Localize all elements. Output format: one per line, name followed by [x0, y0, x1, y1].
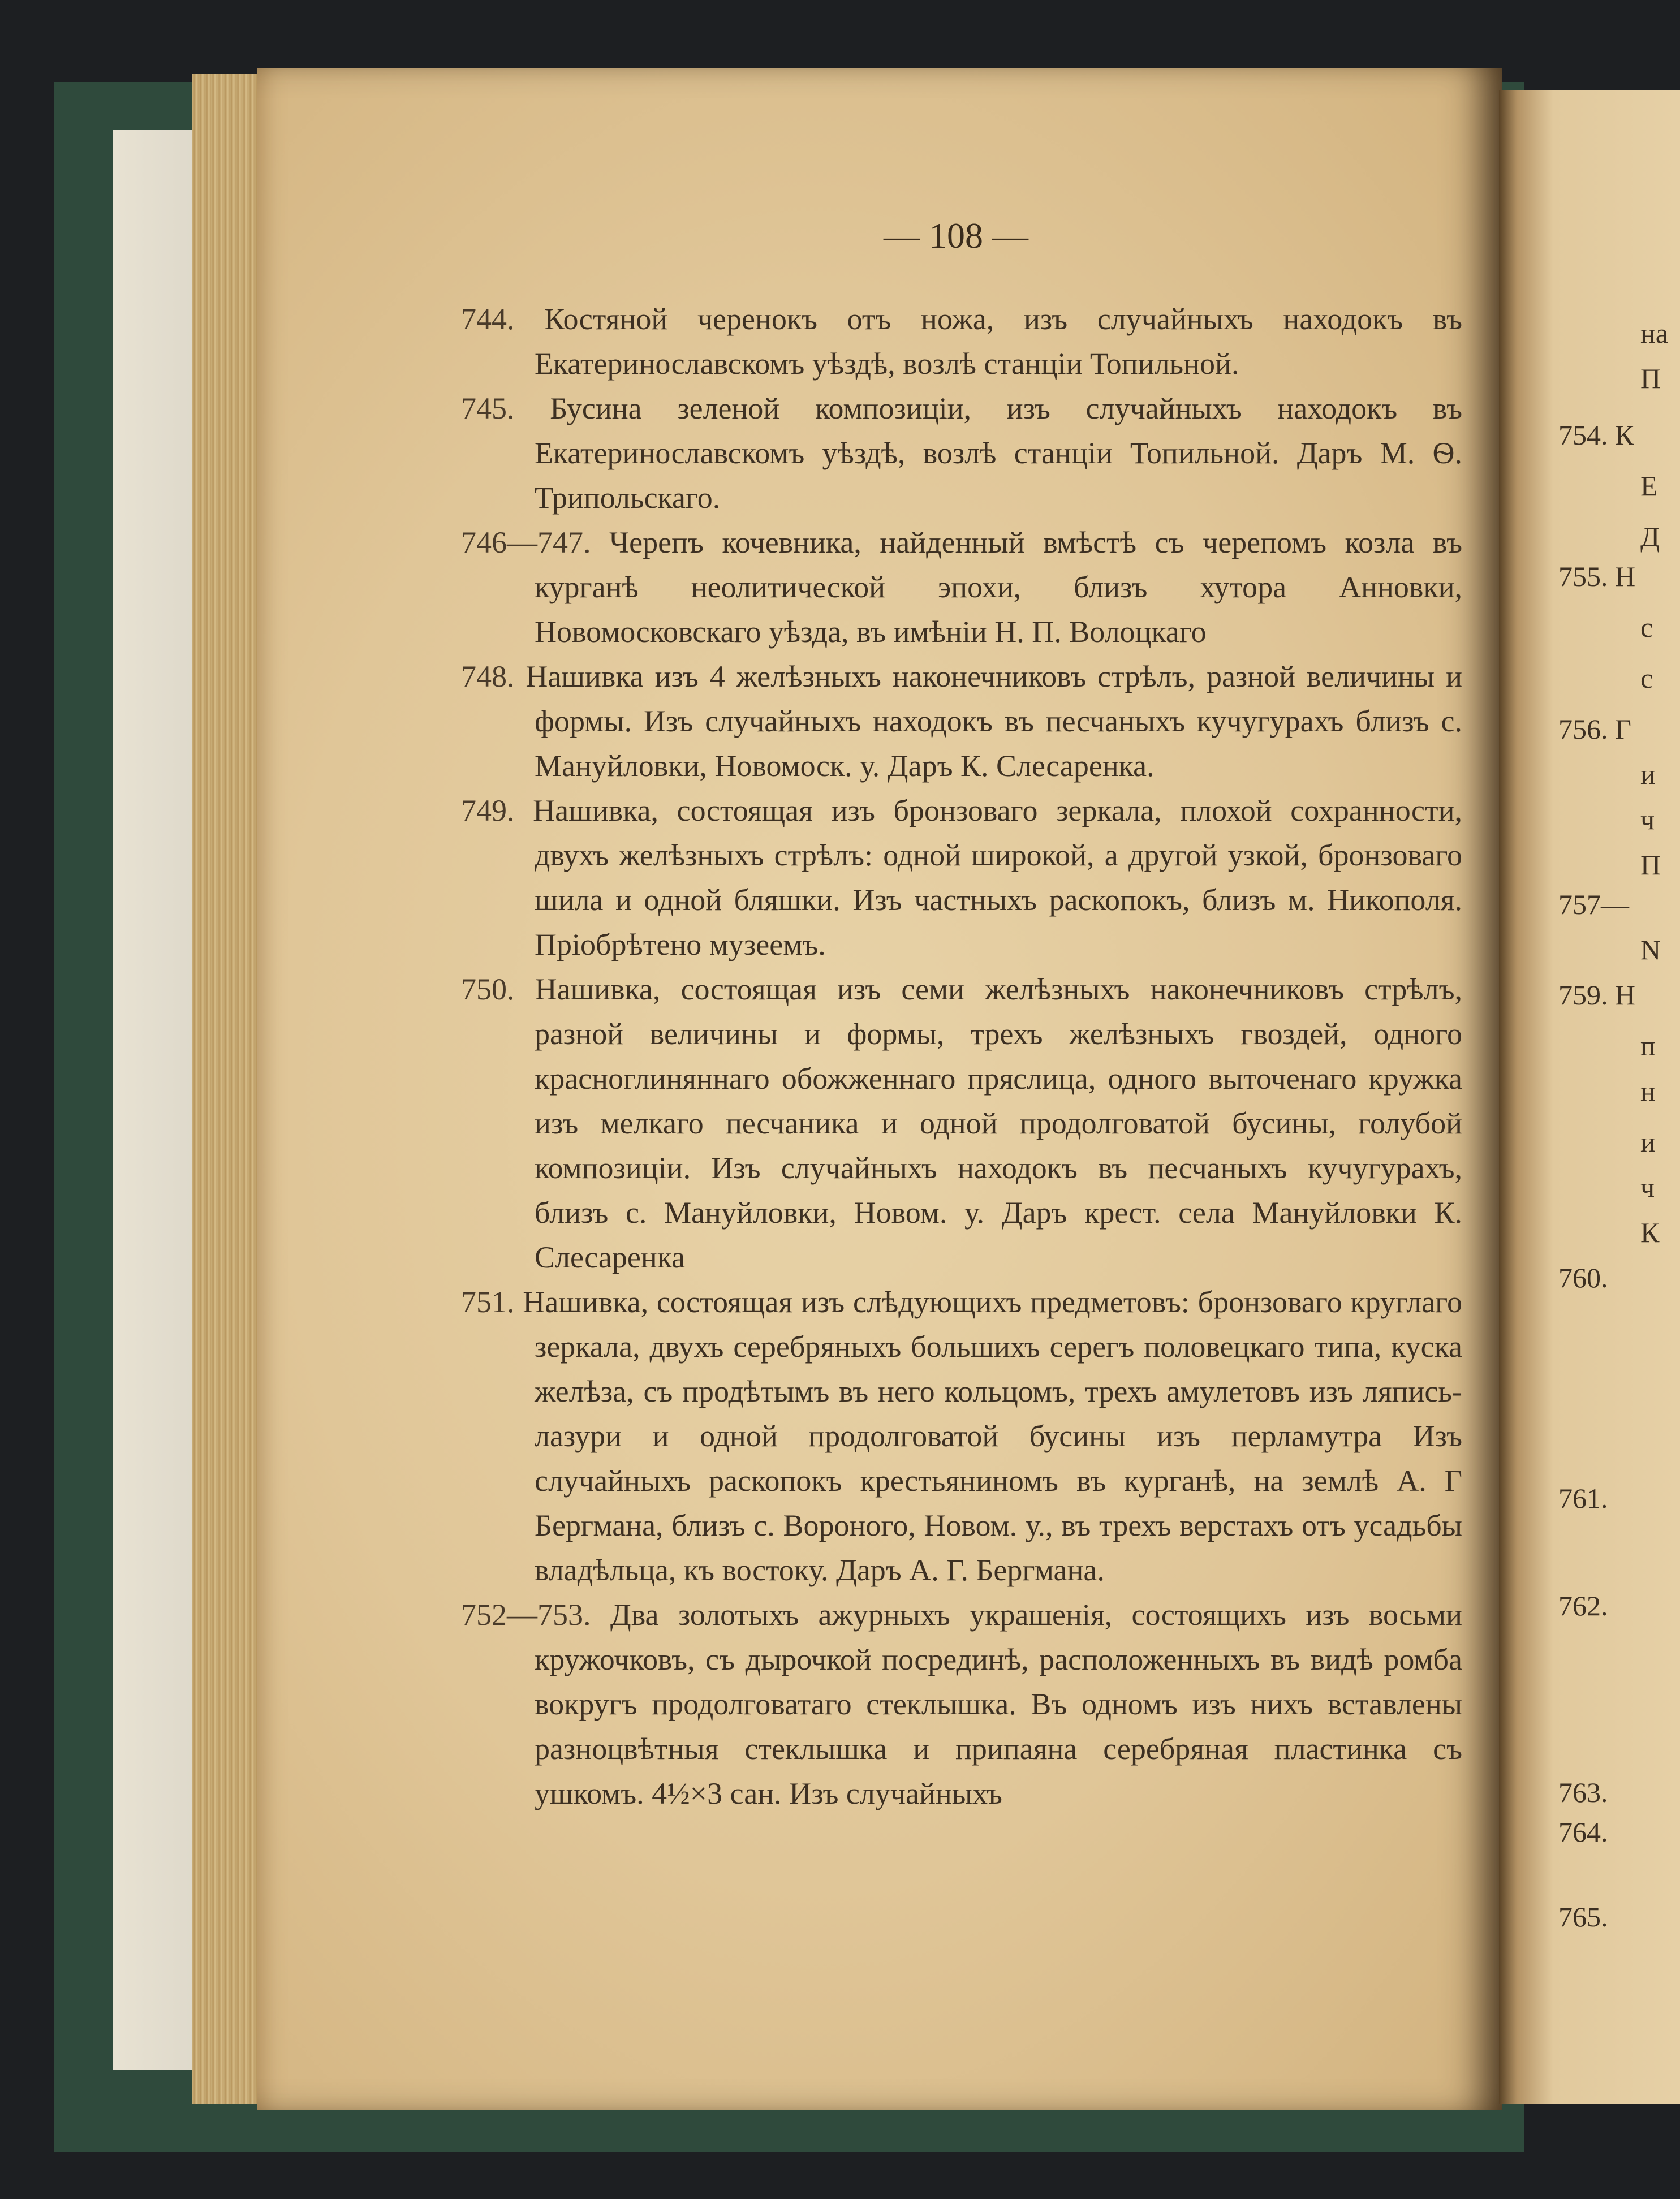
right-page-fragment: 756. Г [1558, 713, 1631, 745]
right-page-fragment: П [1640, 849, 1661, 881]
catalog-entry [461, 967, 1462, 1280]
right-page-fragment: Д [1640, 521, 1660, 553]
right-page-fragment: 760. [1558, 1262, 1608, 1293]
entry-number: 751. [461, 1285, 515, 1319]
catalog-entry [461, 520, 1462, 654]
right-page-fragment: 754. К [1558, 419, 1634, 451]
catalog-entry [461, 297, 1462, 386]
right-page-fragment: П [1640, 363, 1661, 394]
right-page-fragment: К [1640, 1217, 1660, 1248]
right-page-fragment: п [1640, 1030, 1656, 1062]
right-page-fragment: ч [1640, 1171, 1655, 1203]
right-page-fragment: 763. [1558, 1777, 1608, 1808]
right-page-fragment: с [1640, 611, 1653, 643]
catalog-entry [461, 1280, 1462, 1593]
catalog-entry [461, 1593, 1462, 1816]
right-page-fragment: 764. [1558, 1816, 1608, 1848]
entry-text: Нашивка, состоящая изъ бронзоваго зеркала, плохой сохранности, двухъ желѣзныхъ стрѣлъ: одной широкой, а другой узкой, бронзоваго шила и одной бляшки. Изъ частныхъ раскопокъ, близъ м. Никополя. Пріобрѣтено музеемъ. [533, 794, 1463, 961]
right-page-fragment: 755. Н [1558, 560, 1636, 592]
right-page-fragment: ч [1640, 804, 1655, 835]
entry-number: 746—747. [461, 525, 591, 559]
right-page-fragment: с [1640, 662, 1653, 694]
right-page-fragment: Е [1640, 470, 1658, 502]
entry-number: 745. [461, 391, 515, 425]
entry-number: 748. [461, 659, 515, 693]
entry-number: 749. [461, 794, 515, 827]
entry-text: Нашивка, состоящая изъ слѣдующихъ предметовъ: бронзоваго круглаго зеркала, двухъ серебряныхъ большихъ серегъ половецкаго типа, куска желѣза, съ продѣтымъ въ него кольцомъ, трехъ амулетовъ изъ ляпись-лазури и одной продолговатой бусины изъ перламутра Изъ случайныхъ раскопокъ крестьяниномъ въ курганѣ, на землѣ А. Г Бергмана, близъ с. Вороного, Новом. у., въ трехъ верстахъ отъ усадьбы владѣльца, къ востоку. Даръ А. Г. Бергмана. [523, 1285, 1462, 1587]
entry-text: Два золотыхъ ажурныхъ украшенія, состоящихъ изъ восьми кружочковъ, съ дырочкой посрединѣ, расположенныхъ въ видѣ ромба вокругъ продолговатаго стеклышка. Въ одномъ изъ нихъ вставлены разноцвѣтныя стеклышка и припаяна серебряная пластинка съ ушкомъ. 4½×3 сан. Изъ случайныхъ [535, 1598, 1462, 1810]
right-page-fragment: 762. [1558, 1590, 1608, 1622]
right-page-fragment: и [1640, 1126, 1656, 1158]
entry-text: Нашивка, состоящая изъ семи желѣзныхъ наконечниковъ стрѣлъ, разной величины и формы, трехъ желѣзныхъ гвоздей, одного красноглиняннаго обожженнаго пряслица, одного выточенаго кружка изъ мелкаго песчаника и одной продолговатой бусины, голубой композиціи. Изъ случайныхъ находокъ въ песчаныхъ кучугурахъ, близъ с. Мануйловки, Новом. у. Даръ крест. села Мануйловки К. Слесаренка [535, 972, 1462, 1274]
right-page-fragment: н [1640, 1075, 1656, 1107]
entry-number: 752—753. [461, 1598, 591, 1632]
entry-text: Костяной черенокъ отъ ножа, изъ случайныхъ находокъ въ Екатеринославскомъ уѣздѣ, возлѣ станціи Топильной. [535, 302, 1462, 381]
entry-text: Бусина зеленой композиціи, изъ случайныхъ находокъ въ Екатеринославскомъ уѣздѣ, возлѣ станціи Топильной. Даръ М. Ѳ. Трипольскаго. [535, 391, 1463, 515]
catalog-entry [461, 788, 1462, 967]
entry-text: Черепъ кочевника, найденный вмѣстѣ съ черепомъ козла въ курганѣ неолитической эпохи, близъ хутора Анновки, Новомосковскаго уѣзда, въ имѣніи Н. П. Волоцкаго [535, 525, 1463, 649]
catalog-entries [461, 297, 1462, 1816]
right-page-fragment: 761. [1558, 1482, 1608, 1514]
right-page-fragment: на [1640, 317, 1668, 349]
entry-number: 750. [461, 972, 515, 1006]
page-number: — 108 — [884, 215, 1028, 256]
catalog-entry [461, 654, 1462, 788]
right-page-fragment: 765. [1558, 1901, 1608, 1933]
right-page-fragment: 759. Н [1558, 979, 1636, 1011]
right-page-fragment: 757— [1558, 889, 1629, 920]
right-page-fragment: и [1640, 758, 1656, 790]
entry-text: Нашивка изъ 4 желѣзныхъ наконечниковъ стрѣлъ, разной величины и формы. Изъ случайныхъ находокъ въ песчаныхъ кучугурахъ близъ с. Мануйловки, Новомоск. у. Даръ К. Слесаренка. [525, 659, 1463, 783]
right-page-fragment: N [1640, 934, 1661, 965]
catalog-entry [461, 386, 1462, 520]
entry-number: 744. [461, 302, 515, 336]
